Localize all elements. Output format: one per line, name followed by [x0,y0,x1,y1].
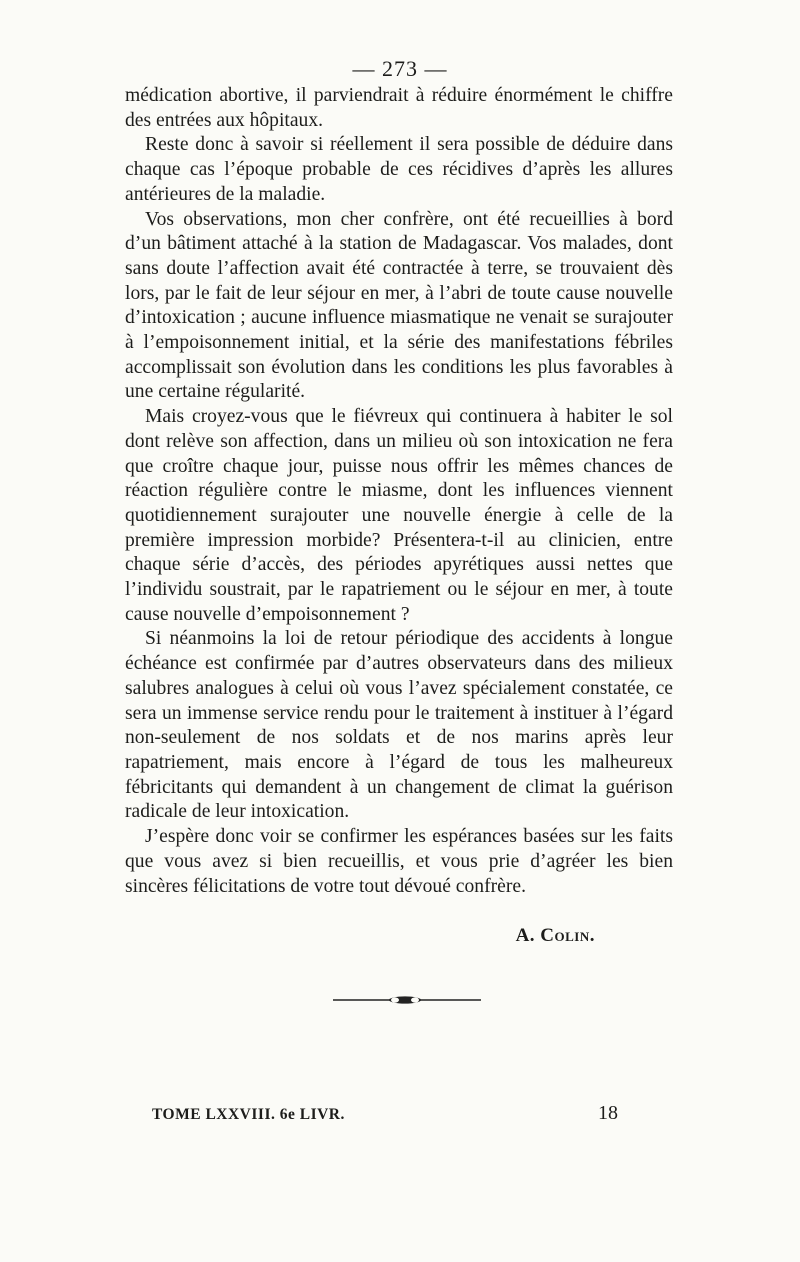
body-text [125,84,673,899]
paragraph-3: Vos observations, mon cher confrère, ont été recueillies à bord d’un bâtiment attaché à la station de Madagascar. Vos malades, dont sans doute l’affection avait été contractée à terre, se trouvaient dès lors, par le fait de leur séjour en mer, à l’abri de toute cause nouvelle d’intoxication ; aucune influence miasmatique ne venait se surajouter à l’empoisonnement initial, et la série des manifestations fébriles accomplissait son évolution dans les conditions les plus favorables à une certaine régularité. [125,208,673,403]
author-signature: A. Colin. [515,925,595,946]
ornament-rule-icon [333,994,481,1006]
paragraph-5: Si néanmoins la loi de retour périodique des accidents à longue échéance est confirmée par d’autres observateurs dans des milieux salubres analogues à celui où vous l’avez spécialement constatée, ce sera un immense service rendu pour le traitement à instituer à l’égard non-seulement de nos soldats et de nos marins après leur rapatriement, mais encore à l’égard de tous les malheureux fébricitants qui demandent à un changement de climat la guérison radicale de leur intoxication. [125,628,673,823]
signature-mark: 18 [598,1102,618,1124]
page-number: — 273 — [352,56,448,81]
volume-line: TOME LXXVIII. 6e LIVR. [152,1106,345,1123]
paragraph-6: J’espère donc voir se confirmer les espérances basées sur les faits que vous avez si bien recueillis, et vous prie d’agréer les bien sincères félicitations de votre tout dévoué confrère. [125,826,673,897]
paragraph-1: médication abortive, il parviendrait à réduire énormément le chiffre des entrées aux hôpitaux. [125,85,673,131]
paragraph-2: Reste donc à savoir si réellement il sera possible de déduire dans chaque cas l’époque probable de ces récidives d’après les allures antérieures de la maladie. [125,134,673,205]
paragraph-4: Mais croyez-vous que le fiévreux qui continuera à habiter le sol dont relève son affection, dans un milieu où son intoxication ne fera que croître chaque jour, puisse nous offrir les mêmes chances de réaction régulière contre le miasme, dont les influences viennent quotidiennement surajouter une nouvelle énergie à celle de la première impression morbide? Présentera-t-il au clinicien, entre chaque série d’accès, des périodes apyrétiques aussi nettes que l’individu soustrait, par le rapatriement ou le séjour en mer, à toute cause nouvelle d’empoisonnement ? [125,406,673,625]
